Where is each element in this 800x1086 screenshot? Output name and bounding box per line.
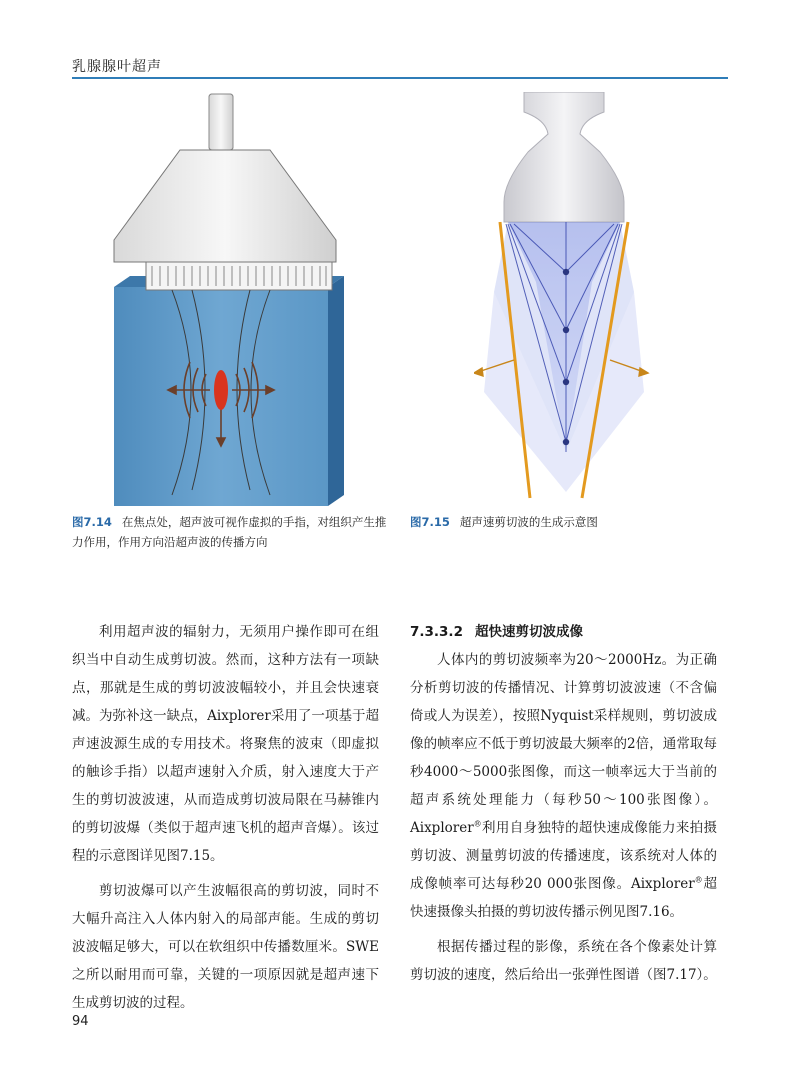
section-heading <box>410 618 717 646</box>
figure-7-14-caption <box>72 512 390 552</box>
body-text: 超快速摄像头拍摄的剪切波传播示例见图7.16。 <box>410 876 717 920</box>
running-head: 乳腺腺叶超声 <box>72 59 162 75</box>
figure-7-14-caption-text: 在焦点处，超声波可视作虚拟的手指，对组织产生推力作用，作用方向沿超声波的传播方向 <box>72 515 387 549</box>
registered-mark: ® <box>473 819 482 829</box>
section-title: 超快速剪切波成像 <box>474 624 583 640</box>
right-column <box>410 618 717 989</box>
figure-7-14-illustration <box>110 90 350 508</box>
figure-7-15-caption-text: 超声速剪切波的生成示意图 <box>459 515 598 529</box>
body-text: 人体内的剪切波频率为20～2000Hz。为正确分析剪切波的传播情况、计算剪切波波速（不含偏倚或人为误差），按照Nyquist采样规则，剪切波成像的帧率应不低于剪切波最大频率的2倍，通常取每秒4000～5000张图像，而这一帧率远大于当前的超声系统处理能力（每秒50～100张图像）。Aixplorer <box>410 652 717 836</box>
section-number: 7.3.3.2 <box>410 624 463 640</box>
body-paragraph: 利用超声波的辐射力，无须用户操作即可在组织当中自动生成剪切波。然而，这种方法有一项缺点，那就是生成的剪切波波幅较小，并且会快速衰减。为弥补这一缺点，Aixplorer采用了一项基于超声速波源生成的专用技术。将聚焦的波束（即虚拟的触诊手指）以超声速射入介质，射入速度大于产生的剪切波波速，从而造成剪切波局限在马赫锥内的剪切波爆（类似于超声速飞机的超声音爆）。该过程的示意图详见图7.15。 <box>72 624 379 864</box>
figure-7-14-number: 图7.14 <box>72 515 112 529</box>
header-rule <box>72 77 728 79</box>
figure-7-15-number: 图7.15 <box>410 515 450 529</box>
body-text: 利用自身独特的超快速成像能力来拍摄剪切波、测量剪切波的传播速度，该系统对人体的成像帧率可达每秒20 000张图像。Aixplorer <box>410 820 717 892</box>
body-paragraph <box>410 646 717 926</box>
page-number: 94 <box>72 1014 89 1029</box>
body-paragraph: 根据传播过程的影像，系统在各个像素处计算剪切波的速度，然后给出一张弹性图谱（图7.17）。 <box>410 939 717 983</box>
figure-7-15-caption <box>410 512 728 532</box>
figure-7-15-illustration <box>474 92 654 502</box>
registered-mark: ® <box>694 875 703 885</box>
body-paragraph: 剪切波爆可以产生波幅很高的剪切波，同时不大幅升高注入人体内射入的局部声能。生成的剪切波波幅足够大，可以在软组织中传播数厘米。SWE之所以耐用而可靠，关键的一项原因就是超声速下生成剪切波的过程。 <box>72 883 379 1011</box>
left-column <box>72 618 379 1017</box>
